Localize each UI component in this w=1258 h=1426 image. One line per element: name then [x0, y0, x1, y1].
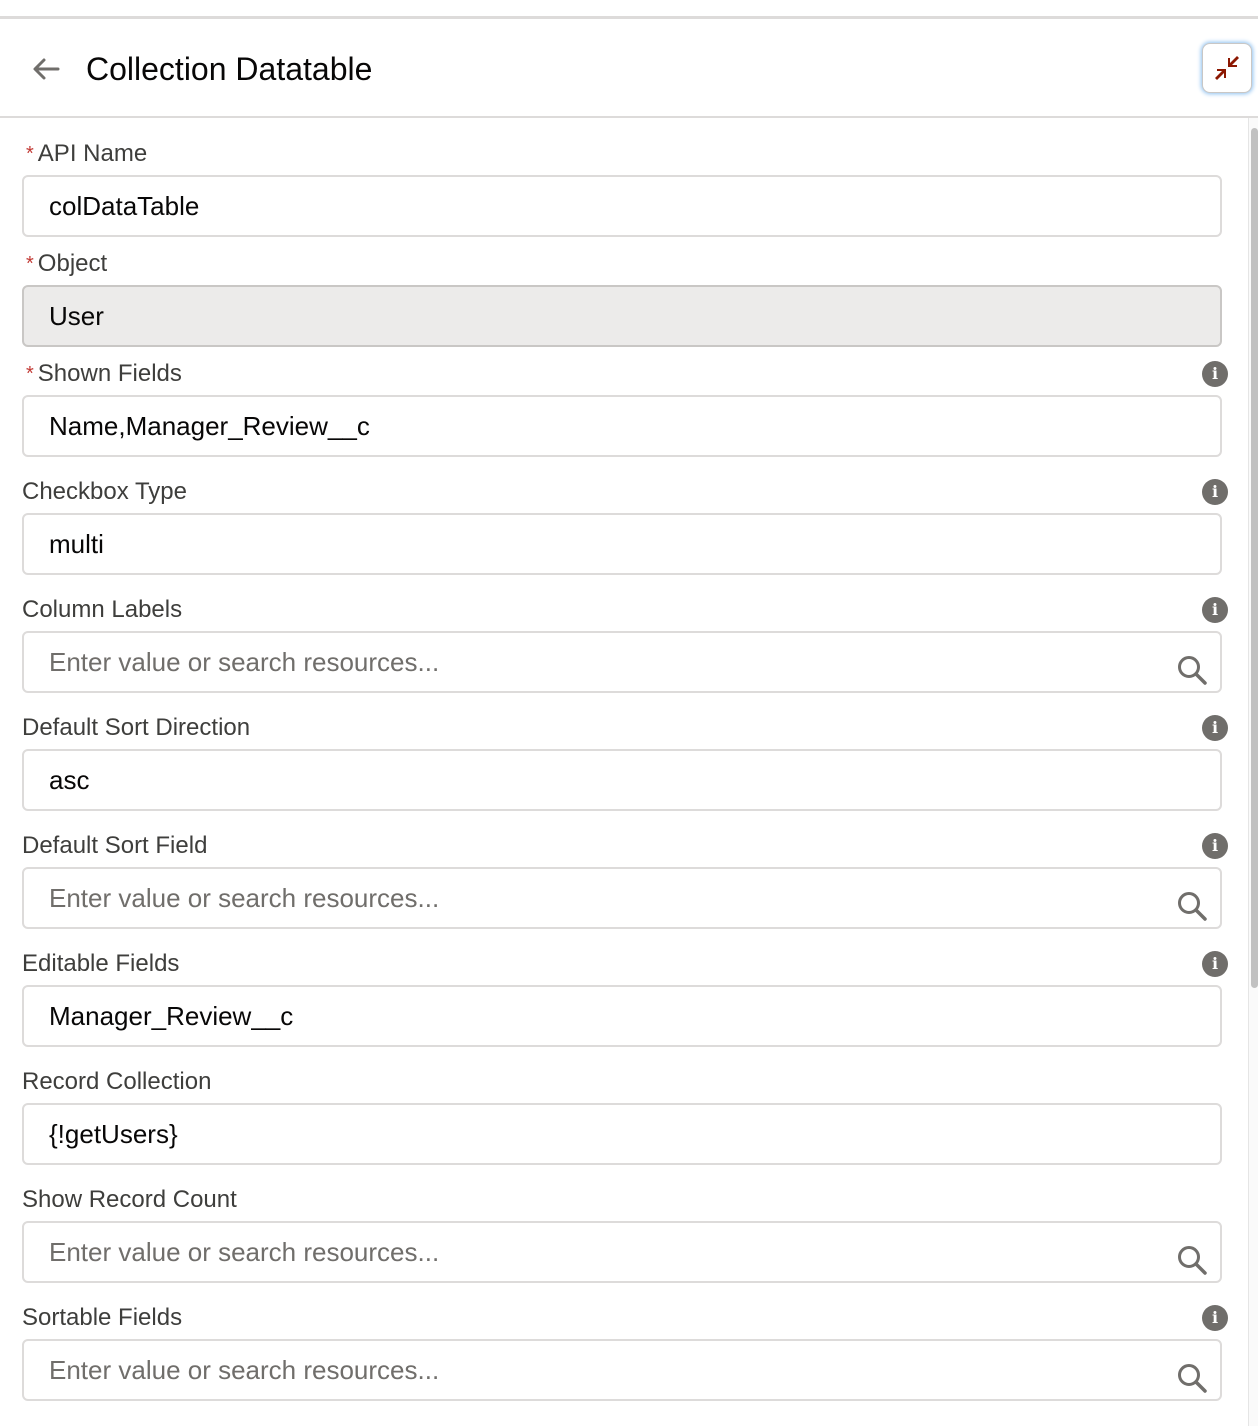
- field-label: Show Record Count: [22, 1186, 237, 1213]
- field-label-row: [22, 1184, 1222, 1216]
- field-label: Shown Fields: [37, 360, 182, 387]
- info-icon[interactable]: i: [1202, 715, 1228, 741]
- column-labels-input[interactable]: [22, 631, 1222, 693]
- info-icon[interactable]: i: [1202, 361, 1228, 387]
- field-label-row: [22, 358, 1222, 390]
- search-icon[interactable]: [1176, 648, 1208, 706]
- field-record-collection: [22, 1066, 1222, 1165]
- scrollbar-thumb[interactable]: [1251, 128, 1258, 988]
- api-name-input[interactable]: [22, 175, 1222, 237]
- field-api-name: [22, 138, 1222, 237]
- field-show-record-count: [22, 1184, 1222, 1283]
- info-icon[interactable]: i: [1202, 951, 1228, 977]
- collapse-button[interactable]: [1202, 43, 1252, 93]
- page-title: Collection Datatable: [86, 51, 373, 87]
- record-collection-input[interactable]: [22, 1103, 1222, 1165]
- collapse-arrows-icon: [1213, 54, 1241, 82]
- field-label-row: [22, 138, 1222, 170]
- field-default-sort-direction: [22, 712, 1222, 811]
- field-checkbox-type: [22, 476, 1222, 575]
- field-object: [22, 248, 1222, 347]
- field-shown-fields: [22, 358, 1222, 457]
- sortable-fields-input[interactable]: [22, 1339, 1222, 1401]
- field-label: Sortable Fields: [22, 1304, 183, 1331]
- info-icon[interactable]: i: [1202, 833, 1228, 859]
- field-default-sort-field: [22, 830, 1222, 929]
- panel-header: [0, 19, 1258, 118]
- field-label: Default Sort Field: [22, 832, 208, 859]
- field-label-row: [22, 1066, 1222, 1098]
- info-icon[interactable]: i: [1202, 479, 1228, 505]
- default-sort-field-input[interactable]: [22, 867, 1222, 929]
- properties-panel: [0, 118, 1246, 1426]
- shown-fields-input[interactable]: [22, 395, 1222, 457]
- input-value: Name,Manager_Review__c: [49, 411, 370, 441]
- input-placeholder: Enter value or search resources...: [49, 647, 440, 677]
- field-label: Checkbox Type: [22, 478, 187, 505]
- required-marker: *: [26, 143, 34, 165]
- field-label-row: [22, 712, 1222, 744]
- field-label-row: [22, 594, 1222, 626]
- default-sort-direction-input[interactable]: [22, 749, 1222, 811]
- info-icon[interactable]: i: [1202, 597, 1228, 623]
- input-value: Manager_Review__c: [49, 1001, 294, 1031]
- search-icon[interactable]: [1176, 1238, 1208, 1296]
- field-sortable-fields: [22, 1302, 1222, 1401]
- search-icon[interactable]: [1176, 1356, 1208, 1414]
- required-marker: *: [26, 363, 34, 385]
- show-record-count-input[interactable]: [22, 1221, 1222, 1283]
- input-value: {!getUsers}: [49, 1119, 178, 1149]
- field-label: API Name: [37, 140, 148, 167]
- field-label: Record Collection: [22, 1068, 212, 1095]
- field-label-row: [22, 830, 1222, 862]
- editable-fields-input[interactable]: [22, 985, 1222, 1047]
- input-value: asc: [49, 765, 90, 795]
- field-label-row: [22, 476, 1222, 508]
- back-arrow-icon[interactable]: [30, 53, 62, 85]
- info-icon[interactable]: i: [1202, 1305, 1228, 1331]
- field-label: Object: [37, 250, 108, 277]
- scrollbar[interactable]: [1248, 118, 1258, 1426]
- field-editable-fields: [22, 948, 1222, 1047]
- input-placeholder: Enter value or search resources...: [49, 1355, 440, 1385]
- field-label: Column Labels: [22, 596, 183, 623]
- input-value: colDataTable: [49, 191, 200, 221]
- input-placeholder: Enter value or search resources...: [49, 883, 440, 913]
- input-value: User: [49, 301, 104, 331]
- input-placeholder: Enter value or search resources...: [49, 1237, 440, 1267]
- field-label-row: [22, 248, 1222, 280]
- checkbox-type-input[interactable]: [22, 513, 1222, 575]
- field-label: Editable Fields: [22, 950, 180, 977]
- field-column-labels: [22, 594, 1222, 693]
- input-value: multi: [49, 529, 104, 559]
- field-label: Default Sort Direction: [22, 714, 251, 741]
- search-icon[interactable]: [1176, 884, 1208, 942]
- field-label-row: [22, 1302, 1222, 1334]
- field-label-row: [22, 948, 1222, 980]
- required-marker: *: [26, 253, 34, 275]
- object-input: [22, 285, 1222, 347]
